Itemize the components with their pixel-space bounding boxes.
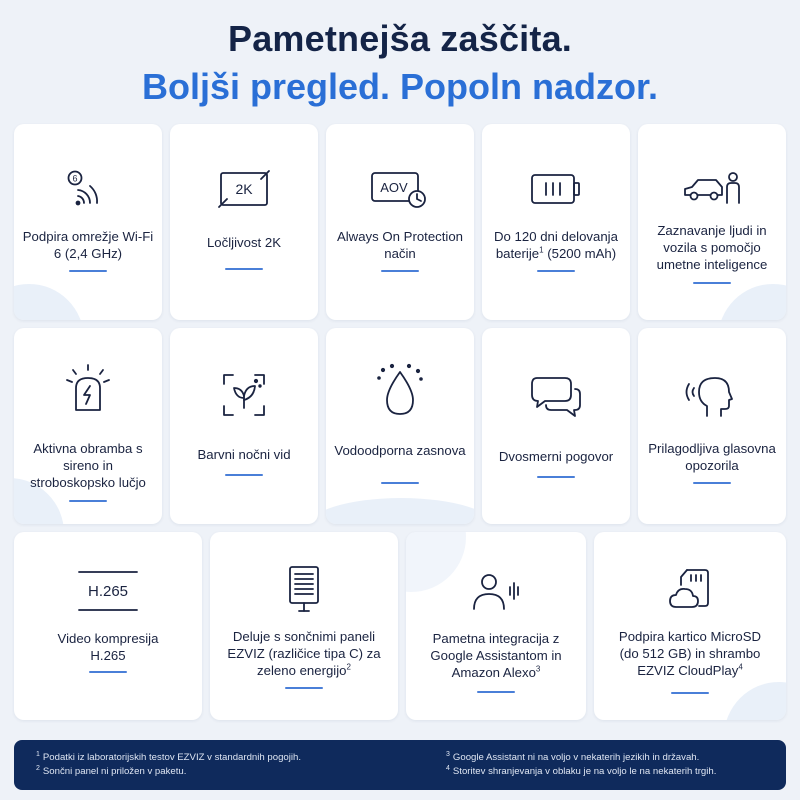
- feature-card-waterproof: [326, 328, 474, 524]
- footnotes-bar: [14, 740, 786, 790]
- feature-label: Prilagodljiva glasovna opozorila: [648, 441, 776, 473]
- headline: [0, 18, 800, 108]
- feature-label: Always On Protection način: [336, 229, 464, 261]
- feature-card-2k: [170, 124, 318, 320]
- divider: [381, 270, 419, 272]
- footnote-ref: 4: [738, 662, 743, 672]
- aov-clock-icon: [370, 166, 430, 212]
- feature-label: Aktivna obramba s sireno in stroboskopsko lučjo: [30, 441, 146, 490]
- color-night-vision-icon: [214, 372, 274, 418]
- footnote: $^4$ Storitev shranjevanja v oblaku je na voljo le na nekaterih trgih.: [446, 764, 717, 777]
- feature-label-main: Do 120 dni delovanja baterije: [494, 229, 618, 261]
- feature-card-ai-detection: [638, 124, 786, 320]
- resolution-2k-icon: [214, 166, 274, 212]
- footnote: $^3$ Google Assistant ni na voljo v nekaterih jezikih in državah.: [446, 750, 700, 763]
- solar-panel-icon: [274, 566, 334, 612]
- h265-text: H.265: [87, 583, 129, 600]
- divider: [69, 270, 107, 272]
- divider: [477, 691, 515, 693]
- footnotes-right: [446, 751, 716, 779]
- divider: [89, 671, 127, 673]
- feature-label: Dvosmerni pogovor: [498, 449, 614, 464]
- feature-label: Podpira omrežje Wi-Fi 6 (2,4 GHz): [22, 229, 154, 261]
- svg-text:6: 6: [72, 173, 78, 184]
- divider: [285, 687, 323, 689]
- voice-head-icon: [682, 372, 742, 418]
- feature-card-night-vision: [170, 328, 318, 524]
- feature-label-main: Deluje s sončnimi paneli EZVIZ (različice tipa C) za zeleno energijo: [227, 629, 381, 678]
- headline-line-2: Boljši pregled. Popoln nadzor.: [141, 66, 659, 107]
- feature-label-tail: (5200 mAh): [543, 246, 617, 261]
- divider: [381, 482, 419, 484]
- feature-card-h265: [14, 532, 202, 720]
- person-car-icon: [682, 164, 742, 210]
- feature-label-main: Pametna integracija z Google Assistantom in Amazon Alexo: [430, 631, 562, 680]
- footnote: $^1$ Podatki iz laboratorijskih testov EZVIZ v standardnih pogojih.: [36, 750, 302, 763]
- h265-icon: [73, 568, 143, 614]
- feature-card-solar: [210, 532, 398, 720]
- divider: [537, 270, 575, 272]
- wifi-6-icon: [58, 166, 118, 212]
- footnote-ref: 2: [346, 662, 351, 672]
- footnote-ref: 1: [539, 245, 544, 255]
- divider: [225, 474, 263, 476]
- feature-card-wifi: [14, 124, 162, 320]
- feature-label: Barvni nočni vid: [197, 447, 291, 462]
- feature-label: [610, 628, 770, 679]
- headline-line-1: Pametnejša zaščita.: [228, 18, 572, 59]
- feature-label: [226, 628, 382, 679]
- feature-label: Video kompresija H.265: [57, 631, 159, 663]
- footnote-ref: 3: [535, 664, 541, 674]
- feature-card-aov: [326, 124, 474, 320]
- battery-icon: [526, 166, 586, 212]
- divider: [693, 482, 731, 484]
- divider: [225, 268, 263, 270]
- feature-card-storage: [594, 532, 786, 720]
- aov-text: AOV: [380, 180, 408, 195]
- feature-card-two-way-talk: [482, 328, 630, 524]
- feature-label: Vodoodporna zasnova: [334, 443, 466, 458]
- footnotes-left: [36, 751, 301, 779]
- divider: [69, 500, 107, 502]
- footnote: $^2$ Sončni panel ni priložen v paketu.: [36, 764, 187, 777]
- feature-label: Ločljivost 2K: [206, 235, 282, 250]
- sd-cloud-icon: [660, 566, 720, 612]
- chat-bubbles-icon: [526, 374, 586, 420]
- feature-card-battery: [482, 124, 630, 320]
- feature-card-voice-alerts: [638, 328, 786, 524]
- feature-label: [488, 228, 624, 262]
- water-drop-icon: [370, 368, 430, 414]
- feature-label: Zaznavanje ljudi in vozila s pomočjo umetne inteligence: [656, 223, 768, 272]
- voice-assistant-icon: [466, 568, 526, 614]
- feature-card-siren: [14, 328, 162, 524]
- divider: [671, 692, 709, 694]
- resolution-2k-text: 2K: [235, 181, 253, 197]
- feature-label-main: Podpira kartico MicroSD (do 512 GB) in shrambo EZVIZ CloudPlay: [618, 629, 762, 678]
- divider: [693, 282, 731, 284]
- divider: [537, 476, 575, 478]
- feature-card-assistant: [406, 532, 586, 720]
- feature-label: [418, 630, 574, 681]
- siren-light-icon: [58, 366, 118, 412]
